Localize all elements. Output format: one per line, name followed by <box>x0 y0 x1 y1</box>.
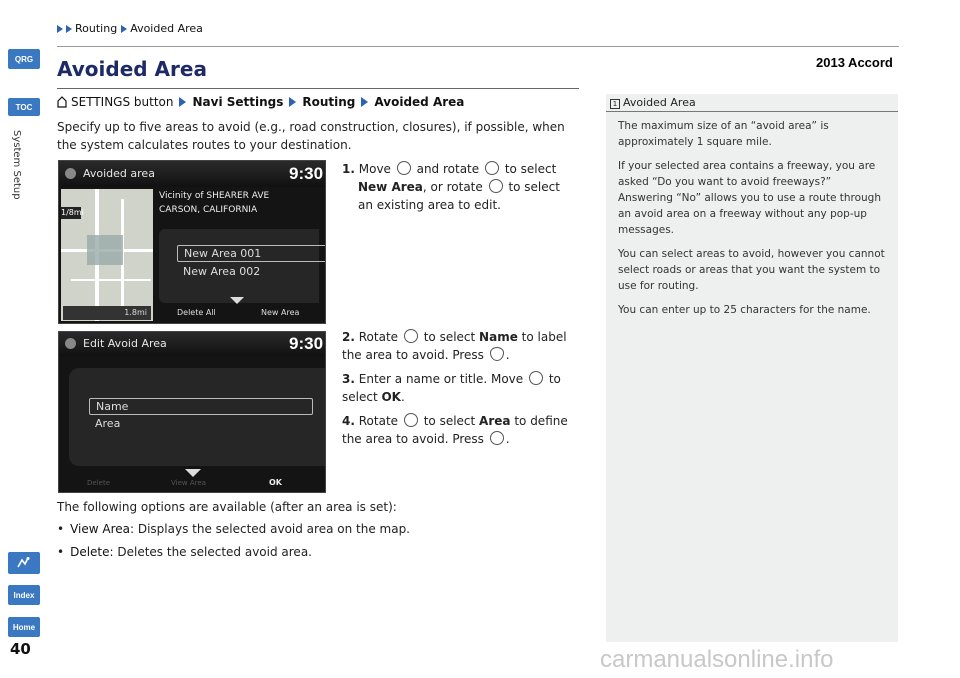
path-item: Avoided Area <box>374 95 465 109</box>
path-start: SETTINGS button <box>71 95 174 109</box>
map-distance: 1.8mi <box>63 306 151 320</box>
note-paragraph: You can enter up to 25 characters for the name. <box>618 304 871 316</box>
voice-button[interactable] <box>8 552 40 574</box>
note-paragraph: You can select areas to avoid, however you cannot select roads or areas that you want the system to use for routing. <box>618 248 885 292</box>
home-icon <box>57 96 67 108</box>
list-item[interactable]: Area <box>95 417 121 430</box>
watermark: carmanualsonline.info <box>600 646 834 673</box>
index-button[interactable]: Index <box>8 585 40 605</box>
ok-button[interactable]: OK <box>269 478 282 487</box>
step-4: 4. Rotate to select Area to define the area to avoid. Press . <box>342 414 568 446</box>
page-number: 40 <box>10 640 31 658</box>
location-line: Vicinity of SHEARER AVE <box>159 191 270 201</box>
avoid-area-highlight <box>87 235 123 265</box>
note-paragraph: If your selected area contains a freeway, you are asked “Do you want to avoid freeways?” Answering “No” allows you to use a route through an avoid area on a freeway without any pop-up messages. <box>618 160 881 236</box>
view-area-button[interactable]: View Area <box>171 479 206 487</box>
new-area-button[interactable]: New Area <box>261 308 300 317</box>
settings-gear-icon <box>65 168 76 179</box>
location-line: CARSON, CALIFORNIA <box>159 205 258 215</box>
joystick-icon <box>397 161 411 175</box>
enter-button-icon <box>490 431 504 445</box>
breadcrumb-arrow-icon <box>121 25 127 33</box>
list-item[interactable]: New Area 001 <box>177 245 326 262</box>
section-label: System Setup <box>11 130 22 200</box>
path-arrow-icon <box>289 97 296 107</box>
note-title: Avoided Area <box>623 96 696 109</box>
avoided-area-screen <box>58 160 326 324</box>
title-divider <box>57 88 579 89</box>
path-arrow-icon <box>179 97 186 107</box>
model-label: 2013 Accord <box>816 55 893 70</box>
screen-clock: 9:30 <box>289 164 324 183</box>
settings-path <box>57 95 464 109</box>
note-header <box>606 94 898 112</box>
interface-dial-icon <box>404 329 418 343</box>
interface-dial-icon <box>404 413 418 427</box>
enter-button-icon <box>490 347 504 361</box>
voice-command-icon <box>16 556 32 570</box>
option-item: • Delete: Deletes the selected avoid area. <box>57 545 312 559</box>
interface-dial-icon <box>485 161 499 175</box>
settings-gear-icon <box>65 338 76 349</box>
map-view[interactable] <box>61 189 153 321</box>
step-3: 3. Enter a name or title. Move to select OK. <box>342 372 561 404</box>
path-item: Routing <box>302 95 356 109</box>
home-button[interactable]: Home <box>8 617 40 637</box>
toc-button[interactable]: TOC <box>8 98 40 116</box>
options-intro: The following options are available (after an area is set): <box>57 500 397 514</box>
step-2: 2. Rotate to select Name to label the area to avoid. Press . <box>342 330 567 362</box>
map-scale: 1/8mi <box>61 208 84 217</box>
edit-avoid-area-screen <box>58 331 326 493</box>
list-item[interactable]: Name <box>89 398 313 415</box>
breadcrumb-item[interactable]: Routing <box>75 22 118 35</box>
joystick-icon <box>529 371 543 385</box>
intro-text: Specify up to five areas to avoid (e.g., road construction, closures), if possible, when the system calculates routes to your destination. <box>57 120 565 152</box>
note-marker-icon: 1 <box>610 99 620 109</box>
screen-title: Avoided area <box>83 167 155 180</box>
page-title: Avoided Area <box>57 57 207 81</box>
interface-dial-icon <box>489 179 503 193</box>
option-item: • View Area: Displays the selected avoid area on the map. <box>57 522 410 536</box>
screen-clock: 9:30 <box>289 334 324 353</box>
scroll-down-icon <box>185 469 201 477</box>
header-divider <box>57 46 899 47</box>
breadcrumb-arrow-icon <box>57 25 63 33</box>
path-item: Navi Settings <box>192 95 284 109</box>
list-item[interactable]: New Area 002 <box>183 265 261 278</box>
breadcrumb <box>57 22 203 35</box>
note-paragraph: The maximum size of an “avoid area” is approximately 1 square mile. <box>618 120 829 148</box>
note-panel <box>606 94 898 642</box>
delete-all-button[interactable]: Delete All <box>177 308 216 317</box>
step-1: 1. Move and rotate to select New Area, or rotate to select an existing area to edit. <box>342 162 560 212</box>
delete-button[interactable]: Delete <box>87 479 110 487</box>
scroll-down-icon <box>230 297 244 304</box>
screen-title: Edit Avoid Area <box>83 337 167 350</box>
breadcrumb-item[interactable]: Avoided Area <box>130 22 203 35</box>
breadcrumb-arrow-icon <box>66 25 72 33</box>
path-arrow-icon <box>361 97 368 107</box>
qrg-button[interactable]: QRG <box>8 49 40 69</box>
